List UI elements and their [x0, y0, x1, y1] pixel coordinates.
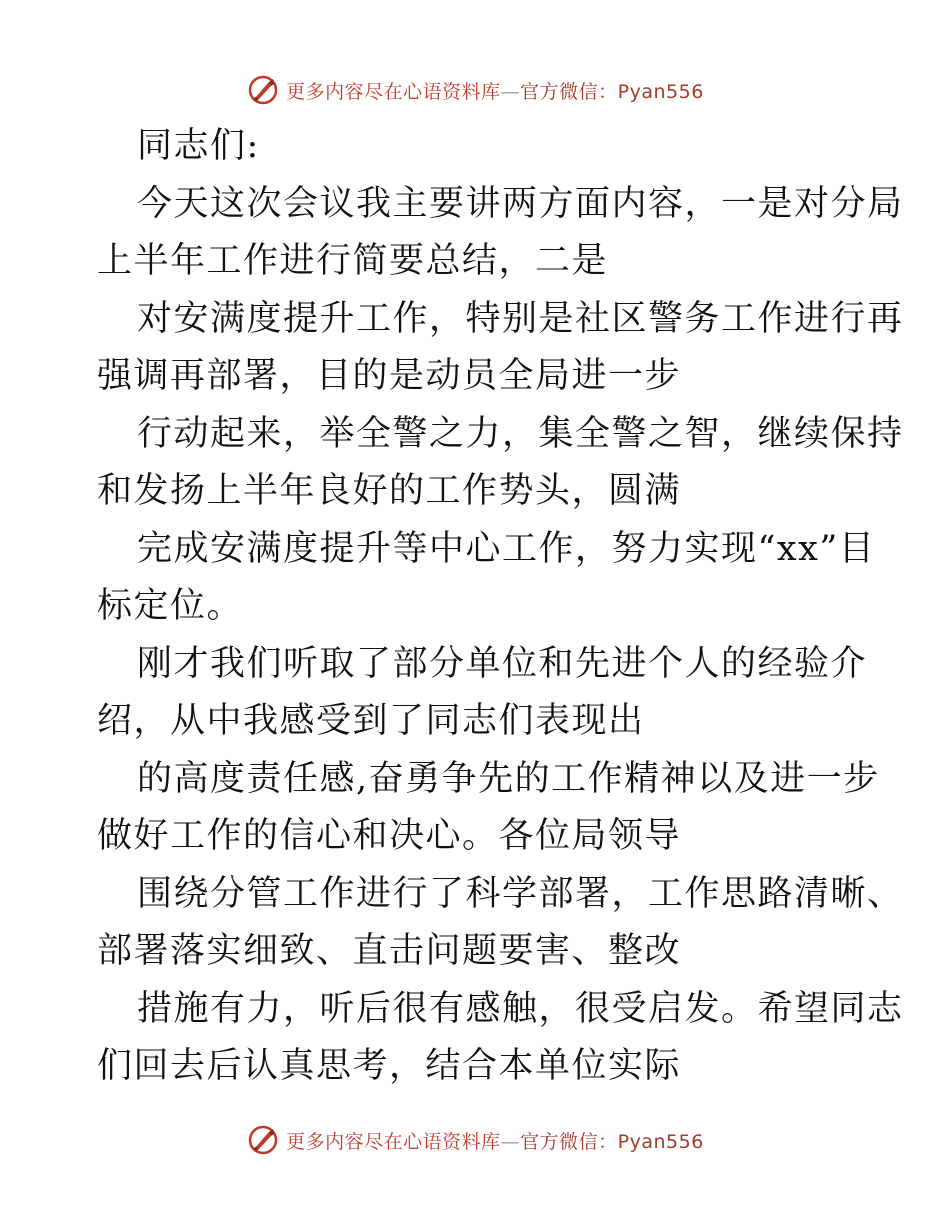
document-line: 上半年工作进行简要总结，二是	[97, 241, 609, 281]
document-line: 行动起来，举全警之力，集全警之智，继续保持	[137, 413, 904, 454]
document-line: 们回去后认真思考，结合本单位实际	[97, 1046, 682, 1086]
pen-logo-icon	[246, 73, 280, 107]
watermark-wechat: 官方微信：Pyan556	[520, 1130, 704, 1153]
pen-logo-icon	[246, 1123, 280, 1157]
document-line: 强调再部署，目的是动员全局进一步	[97, 356, 682, 396]
document-line: 刚才我们听取了部分单位和先进个人的经验介	[137, 643, 868, 684]
document-line: 绍，从中我感受到了同志们表现出	[97, 701, 645, 741]
watermark-site: 更多内容尽在心语资料库	[286, 80, 501, 103]
watermark-wechat: 官方微信：Pyan556	[520, 80, 704, 103]
document-line: 围绕分管工作进行了科学部署，工作思路清晰、	[137, 873, 904, 914]
watermark-dash: —	[500, 80, 521, 103]
document-line: 完成安满度提升等中心工作，努力实现“xx”目	[137, 528, 876, 569]
document-body	[97, 118, 904, 1096]
document-line: 做好工作的信心和决心。各位局领导	[97, 816, 682, 856]
watermark-site: 更多内容尽在心语资料库	[286, 1130, 501, 1153]
footer-watermark	[0, 1120, 950, 1160]
watermark-text	[286, 1127, 704, 1154]
header-watermark	[0, 70, 950, 110]
watermark-dash: —	[500, 1130, 521, 1153]
document-line: 同志们:	[137, 126, 260, 166]
watermark-text	[286, 77, 704, 104]
document-line: 措施有力，听后很有感触，很受启发。希望同志	[137, 988, 904, 1029]
document-line: 标定位。	[97, 586, 244, 626]
document-line: 对安满度提升工作，特别是社区警务工作进行再	[137, 298, 904, 339]
document-line: 今天这次会议我主要讲两方面内容，一是对分局	[137, 183, 904, 224]
document-line: 和发扬上半年良好的工作势头，圆满	[97, 471, 682, 511]
document-line: 的高度责任感,奋勇争先的工作精神以及进一步	[137, 758, 880, 799]
document-line: 部署落实细致、直击问题要害、整改	[97, 931, 682, 971]
